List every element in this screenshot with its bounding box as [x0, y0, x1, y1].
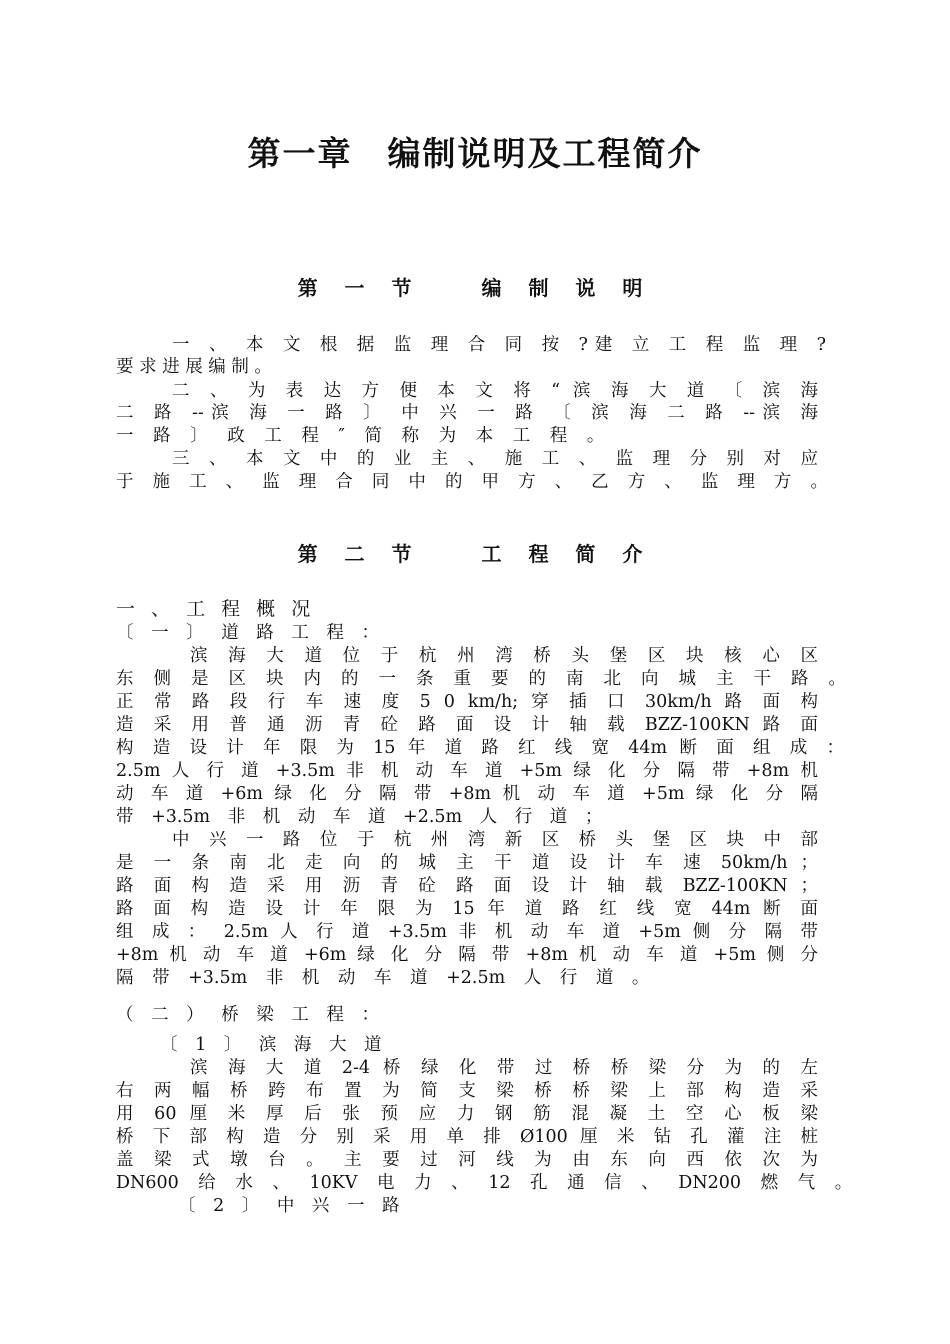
text-line: 是 一 条 南 北 走 向 的 城 主 干 道 设 计 车 速 50km/h ；	[116, 853, 818, 873]
text-line: 东 侧 是 区 块 内 的 一 条 重 要 的 南 北 向 城 主 干 路 。	[116, 669, 846, 689]
text-line: 滨 海 大 道 位 于 杭 州 湾 桥 头 堡 区 块 核 心 区	[190, 646, 818, 666]
text-line: 一 路 〕 政 工 程 ″ 简 称 为 本 工 程 。	[116, 426, 605, 446]
section-title-1: 第 一 节 编 制 说 明	[297, 276, 653, 300]
text-line: 桥 下 部 构 造 分 别 采 用 单 排 Ø100 厘 米 钻 孔 灌 注 桩	[116, 1127, 818, 1147]
text-line: 二 、 为 表 达 方 便 本 文 将 “ 滨 海 大 道 〔 滨 海	[172, 381, 818, 401]
text-line: 2.5m 人 行 道 +3.5m 非 机 动 车 道 +5m 绿 化 分 隔 带 +8m 机	[116, 761, 818, 781]
text-line: 盖 梁 式 墩 台 。 主 要 过 河 线 为 由 东 向 西 依 次 为	[116, 1150, 818, 1170]
text-line: +8m 机 动 车 道 +6m 绿 化 分 隔 带 +8m 机 动 车 道 +5m 侧 分	[116, 945, 818, 965]
subheading: （ 二 ） 桥 梁 工 程 ：	[116, 1005, 379, 1025]
subheading: 〔 1 〕 滨 海 大 道	[160, 1035, 382, 1055]
chapter-title: 第一章 编制说明及工程简介	[247, 134, 703, 173]
text-line: 滨 海 大 道 2-4 桥 绿 化 带 过 桥 桥 梁 分 为 的 左	[190, 1058, 818, 1078]
text-line: 构 造 设 计 年 限 为 15 年 道 路 红 线 宽 44m 断 面 组 成 ：	[116, 738, 844, 758]
text-line: 正 常 路 段 行 车 速 度 5 0 km/h; 穿 插 口 30km/h 路 面 构	[116, 692, 818, 712]
text-line: 用 60 厘 米 厚 后 张 预 应 力 钢 筋 混 凝 土 空 心 板 梁	[116, 1104, 818, 1124]
text-line: DN600 给 水 、 10KV 电 力 、 12 孔 通 信 、 DN200 燃 气 。	[116, 1173, 853, 1193]
text-line: 隔 带 +3.5m 非 机 动 车 道 +2.5m 人 行 道 。	[116, 968, 650, 988]
text-line: 三 、 本 文 中 的 业 主 、 施 工 、 监 理 分 别 对 应	[172, 449, 818, 469]
text-line: 于 施 工 、 监 理 合 同 中 的 甲 方 、 乙 方 、 监 理 方 。	[116, 472, 828, 492]
text-line: 要 求 进 展 编 制 。	[116, 357, 272, 377]
text-line: 中 兴 一 路 位 于 杭 州 湾 新 区 桥 头 堡 区 块 中 部	[172, 830, 818, 850]
text-line: 一 、 本 文 根 据 监 理 合 同 按 ?建 立 工 程 监 理 ?	[172, 335, 826, 355]
section-title-2: 第 二 节 工 程 简 介	[297, 542, 653, 566]
text-line: 造 采 用 普 通 沥 青 砼 路 面 设 计 轴 载 BZZ-100KN 路 面	[116, 715, 818, 735]
subheading: 一 、 工 程 概 况	[116, 598, 311, 620]
text-line: 路 面 构 造 采 用 沥 青 砼 路 面 设 计 轴 载 BZZ-100KN ；	[116, 876, 818, 896]
text-line: 带 +3.5m 非 机 动 车 道 +2.5m 人 行 道 ；	[116, 807, 603, 827]
text-line: 二 路 --滨 海 一 路 〕 中 兴 一 路 〔 滨 海 二 路 --滨 海	[116, 403, 818, 423]
text-line: 动 车 道 +6m 绿 化 分 隔 带 +8m 机 动 车 道 +5m 绿 化 分 隔	[116, 784, 818, 804]
text-line: 组 成 ： 2.5m 人 行 道 +3.5m 非 机 动 车 道 +5m 侧 分 隔 带	[116, 922, 818, 942]
subheading: 〔 2 〕 中 兴 一 路	[178, 1196, 400, 1216]
subheading: 〔 一 〕 道 路 工 程 ：	[116, 623, 379, 643]
text-line: 路 面 构 造 设 计 年 限 为 15 年 道 路 红 线 宽 44m 断 面	[116, 899, 818, 919]
text-line: 右 两 幅 桥 跨 布 置 为 简 支 梁 桥 桥 梁 上 部 构 造 采	[116, 1081, 818, 1101]
